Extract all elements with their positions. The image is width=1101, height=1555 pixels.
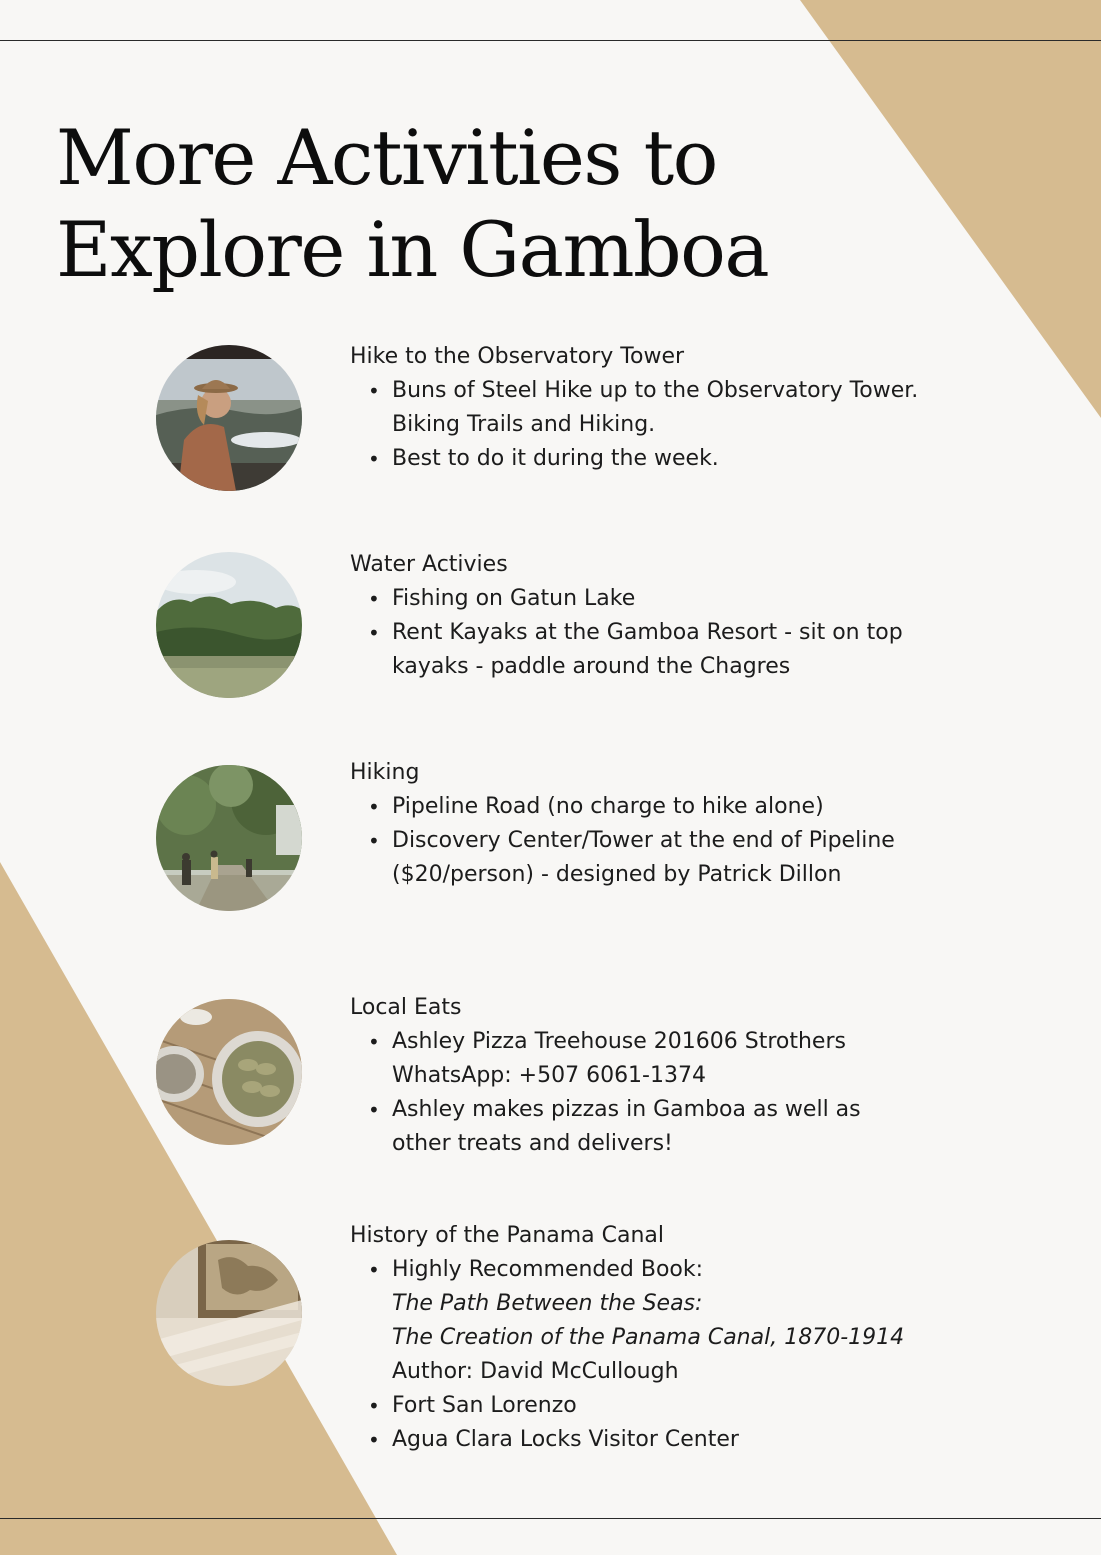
item-line: Agua Clara Locks Visitor Center xyxy=(392,1427,739,1452)
item-line: other treats and delivers! xyxy=(392,1131,673,1156)
book-title: The Path Between the Seas: xyxy=(392,1291,703,1316)
food-bowls-photo xyxy=(156,999,302,1145)
bullet-icon: • xyxy=(368,587,380,611)
forest-trail-hikers-photo xyxy=(156,765,302,911)
bottom-left-beige-triangle xyxy=(0,862,397,1555)
page-title xyxy=(56,112,856,296)
item-line: ($20/person) - designed by Patrick Dillon xyxy=(392,862,842,887)
bullet-icon: • xyxy=(368,379,380,403)
title-line-1: More Activities to xyxy=(56,113,717,202)
woman-viewpoint-photo xyxy=(156,345,302,491)
bullet-list xyxy=(350,1253,990,1457)
bullet-list xyxy=(350,374,990,476)
list-item xyxy=(350,1025,990,1093)
list-item xyxy=(350,1389,990,1423)
item-line: Fort San Lorenzo xyxy=(392,1393,577,1418)
list-item xyxy=(350,1093,990,1161)
item-line: Discovery Center/Tower at the end of Pipeline xyxy=(392,828,895,853)
title-line-2: Explore in Gamboa xyxy=(56,205,769,294)
bullet-icon: • xyxy=(368,829,380,853)
item-line: Fishing on Gatun Lake xyxy=(392,586,636,611)
item-line: Highly Recommended Book: xyxy=(392,1257,704,1282)
item-line: Biking Trails and Hiking. xyxy=(392,412,656,437)
item-line: Ashley makes pizzas in Gamboa as well as xyxy=(392,1097,861,1122)
section-observatory-tower xyxy=(350,340,990,476)
list-item xyxy=(350,790,990,824)
book-subtitle: The Creation of the Panama Canal, 1870-1914 xyxy=(392,1325,905,1350)
whatsapp-contact: WhatsApp: +507 6061-1374 xyxy=(392,1063,706,1088)
bullet-icon: • xyxy=(368,447,380,471)
list-item xyxy=(350,1423,990,1457)
list-item xyxy=(350,1253,990,1389)
bullet-list xyxy=(350,582,990,684)
item-line: Ashley Pizza Treehouse 201606 Strothers xyxy=(392,1029,846,1054)
list-item xyxy=(350,616,990,684)
section-panama-canal-history xyxy=(350,1219,990,1457)
bullet-list xyxy=(350,1025,990,1161)
item-line: Buns of Steel Hike up to the Observatory Tower. xyxy=(392,378,919,403)
bullet-icon: • xyxy=(368,621,380,645)
bullet-icon: • xyxy=(368,1394,380,1418)
section-heading: Hiking xyxy=(350,760,420,785)
bullet-icon: • xyxy=(368,1098,380,1122)
bullet-icon: • xyxy=(368,1030,380,1054)
bottom-rule xyxy=(0,1518,1101,1519)
bullet-list xyxy=(350,790,990,892)
list-item xyxy=(350,824,990,892)
section-water-activities xyxy=(350,548,990,684)
item-line: Pipeline Road (no charge to hike alone) xyxy=(392,794,824,819)
section-local-eats xyxy=(350,991,990,1161)
top-rule xyxy=(0,40,1101,41)
item-line: Best to do it during the week. xyxy=(392,446,719,471)
bullet-icon: • xyxy=(368,1258,380,1282)
framed-map-photo xyxy=(156,1240,302,1386)
section-heading: Hike to the Observatory Tower xyxy=(350,344,685,369)
list-item xyxy=(350,442,990,476)
item-line: Rent Kayaks at the Gamboa Resort - sit on top xyxy=(392,620,903,645)
bullet-icon: • xyxy=(368,1428,380,1452)
section-heading: Local Eats xyxy=(350,995,462,1020)
section-heading: Water Activies xyxy=(350,552,508,577)
section-heading: History of the Panama Canal xyxy=(350,1223,665,1248)
item-line: kayaks - paddle around the Chagres xyxy=(392,654,791,679)
list-item xyxy=(350,374,990,442)
bullet-icon: • xyxy=(368,795,380,819)
section-hiking xyxy=(350,756,990,892)
lake-forest-photo xyxy=(156,552,302,698)
book-author: Author: David McCullough xyxy=(392,1359,679,1384)
list-item xyxy=(350,582,990,616)
